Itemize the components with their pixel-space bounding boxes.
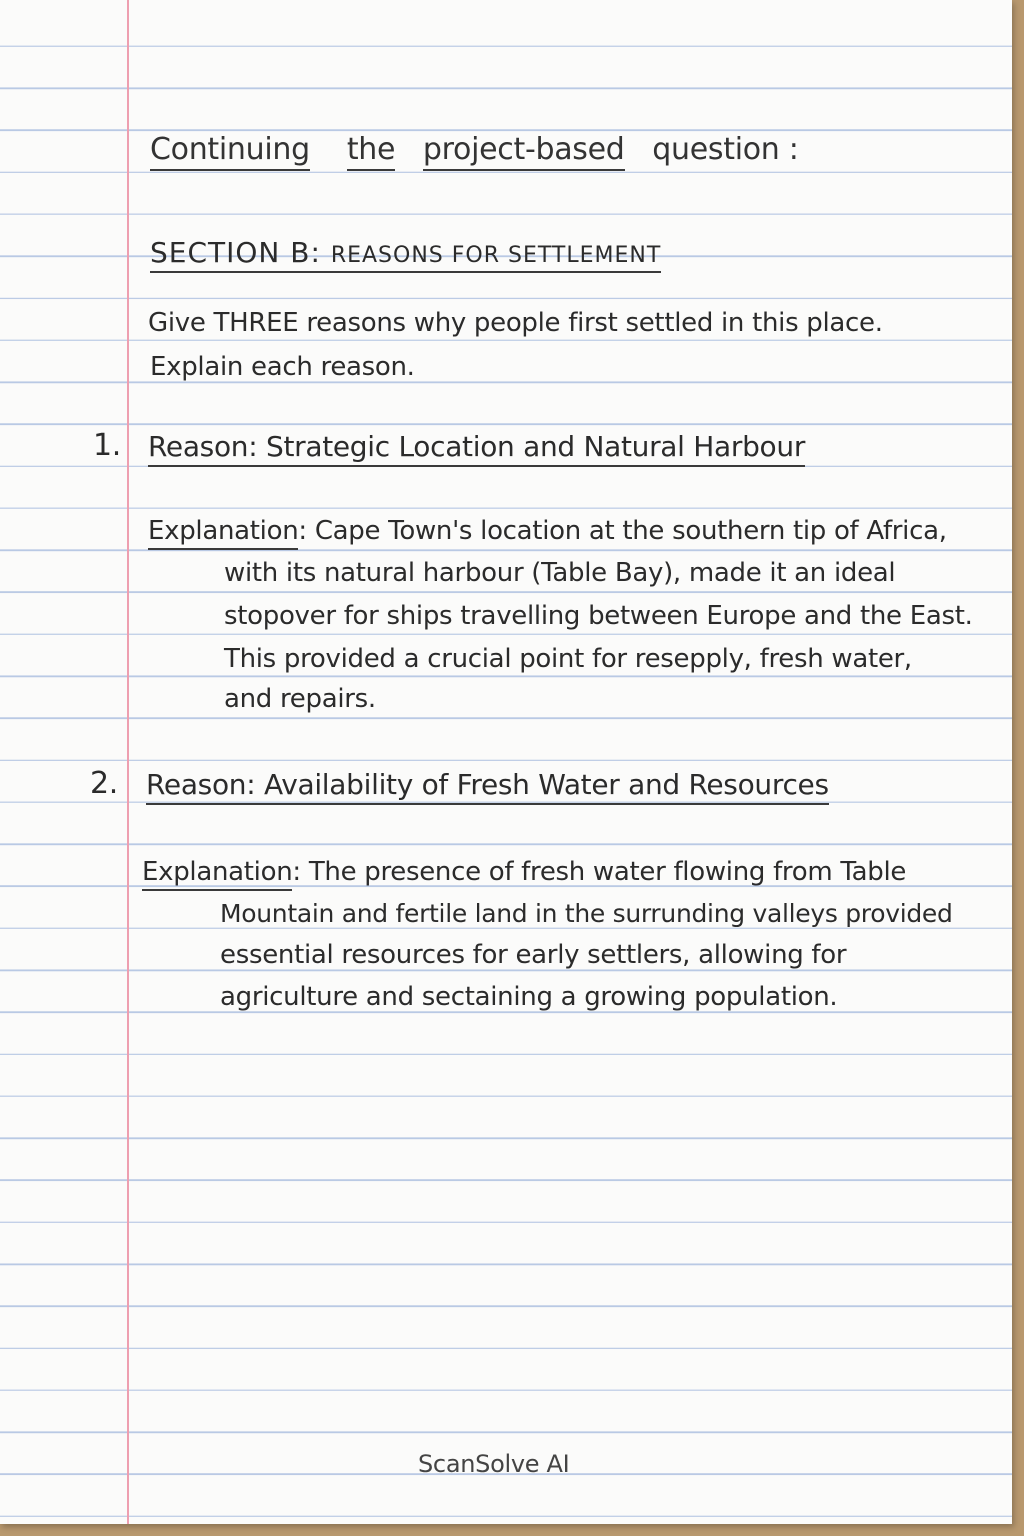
explanation-line: stopover for ships travelling between Europe and the East.	[224, 601, 973, 631]
section-label: SECTION B:	[150, 236, 321, 269]
explanation-label: Explanation	[148, 516, 298, 550]
margin-line	[127, 0, 129, 1524]
reason-text: : Availability of Fresh Water and Resources	[246, 768, 829, 801]
explanation-text: : Cape Town's location at the southern tip of Africa,	[298, 516, 947, 546]
reason-number: 1.	[93, 428, 122, 463]
reason-label: Reason	[146, 768, 247, 801]
page-heading	[150, 132, 799, 167]
prompt-line-2: Explain each reason.	[150, 352, 415, 382]
reason-number: 2.	[90, 766, 119, 801]
explanation-text: : The presence of fresh water flowing from Table	[292, 857, 907, 887]
section-name: REASONS FOR SETTLEMENT	[330, 243, 662, 268]
explanation-label: Explanation	[142, 857, 292, 891]
explanation-line: This provided a crucial point for resepply, fresh water,	[224, 644, 912, 674]
explanation-line: and repairs.	[224, 684, 376, 714]
explanation-line	[142, 857, 906, 887]
explanation-line: with its natural harbour (Table Bay), made it an ideal	[224, 558, 896, 588]
explanation-line: agriculture and sectaining a growing population.	[220, 982, 838, 1012]
heading-word-question: question :	[652, 132, 799, 167]
heading-word-project-based: project-based	[423, 132, 625, 171]
reason-label: Reason	[148, 430, 249, 463]
explanation-line	[148, 516, 947, 546]
reason-text: : Strategic Location and Natural Harbour	[248, 430, 806, 463]
reason-heading	[146, 768, 829, 805]
heading-word-the: the	[347, 132, 395, 171]
footer-brand: ScanSolve AI	[418, 1450, 570, 1478]
heading-word-continuing: Continuing	[150, 132, 310, 171]
section-title	[150, 236, 661, 273]
explanation-line: Mountain and fertile land in the surrunding valleys provided	[220, 899, 953, 928]
explanation-line: essential resources for early settlers, allowing for	[220, 940, 847, 970]
prompt-line-1: Give THREE reasons why people first settled in this place.	[148, 308, 883, 338]
reason-heading	[148, 430, 805, 467]
